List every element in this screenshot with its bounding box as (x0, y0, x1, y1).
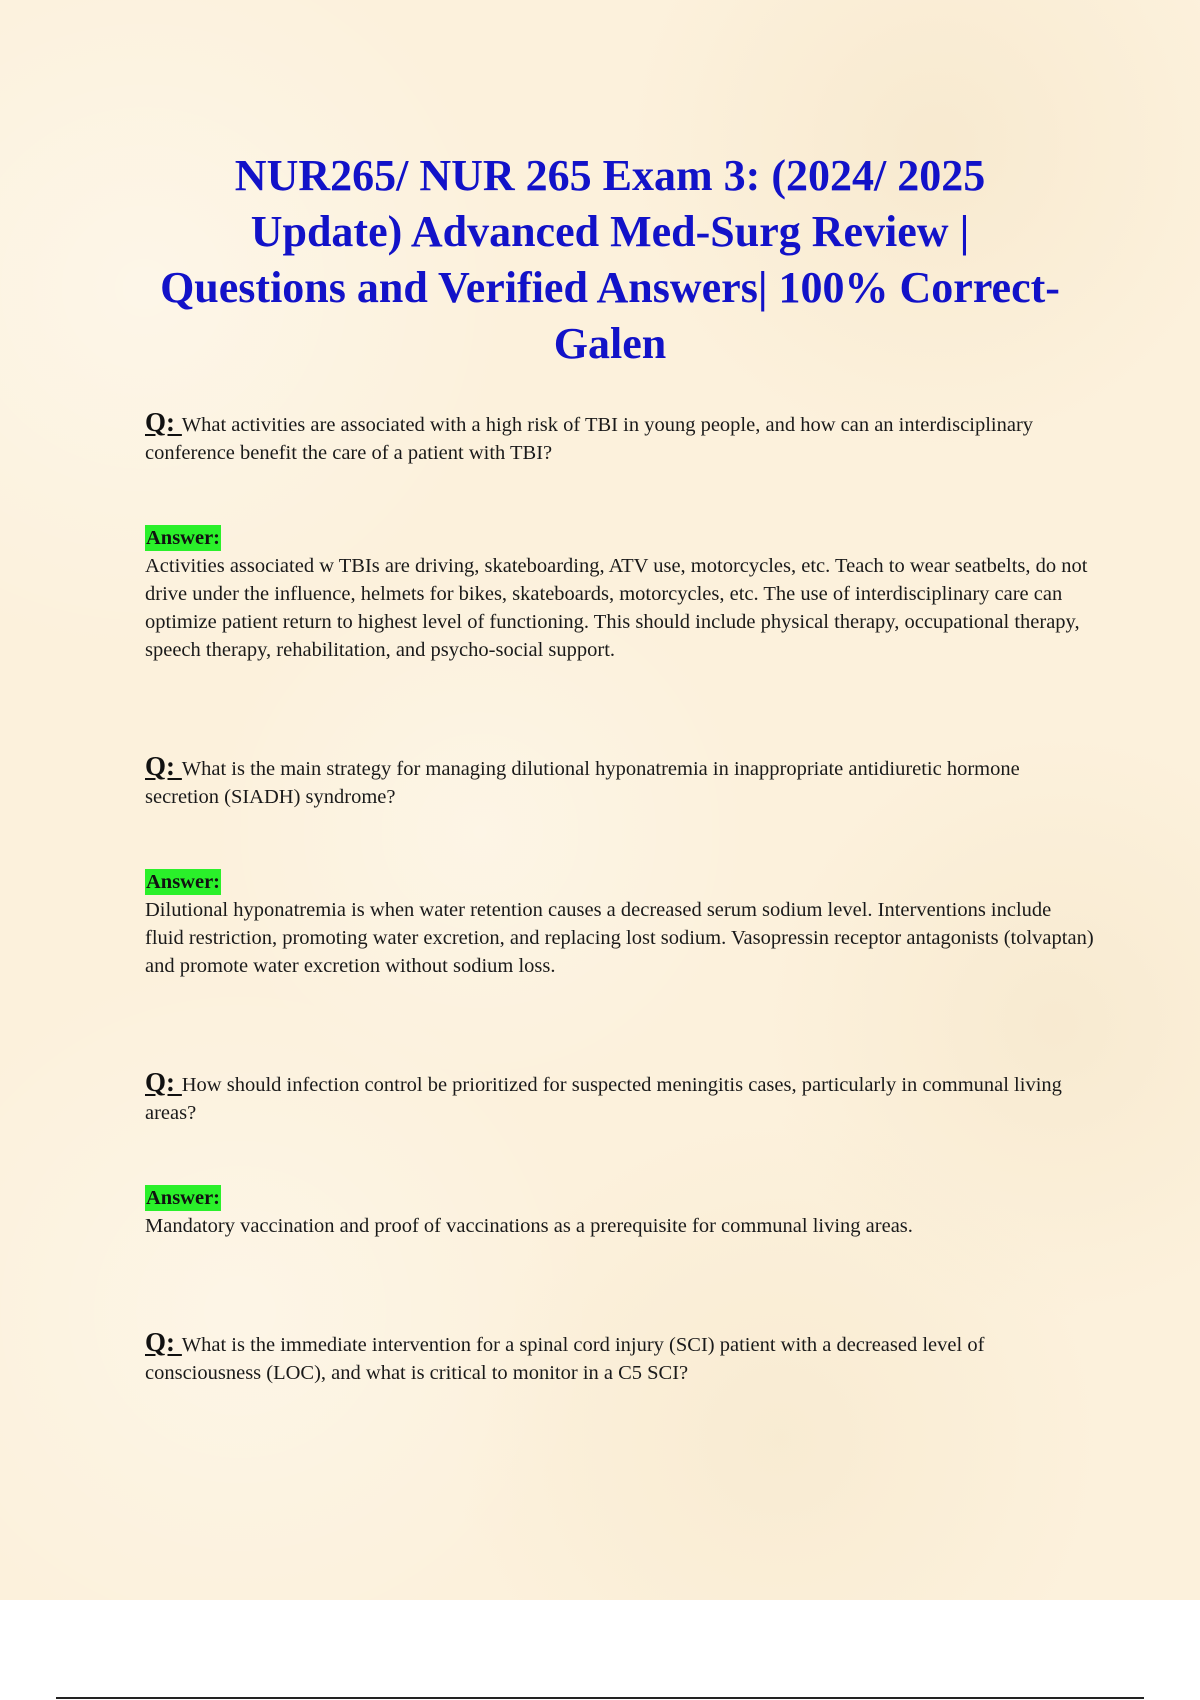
page-divider-line (56, 1697, 1144, 1699)
question-label: Q: (145, 407, 175, 437)
qa-item-2 (145, 752, 1095, 980)
qa-item-4 (145, 1328, 1095, 1387)
answer-text: Dilutional hyponatremia is when water retention causes a decreased serum sodium level. Interventions include fluid restriction, promoting water excretion, and replacing lost sodium. Vasopressin receptor antagonists (tolvaptan) and promote water excretion without sodium loss. (145, 899, 1094, 977)
question-label: Q: (145, 1327, 175, 1357)
qa-list (145, 408, 1095, 1387)
answer-label: Answer: (146, 527, 221, 549)
question-text: What is the immediate intervention for a spinal cord injury (SCI) patient with a decreased level of consciousness (LOC), and what is critical to monitor in a C5 SCI? (145, 1334, 985, 1384)
qa-item-1 (145, 408, 1095, 664)
question-text: What activities are associated with a high risk of TBI in young people, and how can an interdisciplinary conference benefit the care of a patient with TBI? (145, 414, 1034, 464)
question-4 (145, 1328, 1095, 1387)
answer-text: Mandatory vaccination and proof of vaccinations as a prerequisite for communal living areas. (145, 1215, 913, 1237)
question-text: How should infection control be prioritized for suspected meningitis cases, particularly in communal living areas? (145, 1074, 1062, 1124)
qa-item-3 (145, 1068, 1095, 1240)
question-label: Q: (145, 1067, 175, 1097)
question-2 (145, 752, 1095, 811)
answer-label: Answer: (146, 871, 221, 893)
answer-label: Answer: (146, 1187, 221, 1209)
question-label: Q: (145, 751, 175, 781)
question-3 (145, 1068, 1095, 1127)
question-1 (145, 408, 1095, 467)
question-text: What is the main strategy for managing dilutional hyponatremia in inappropriate antidiuretic hormone secretion (SIADH) syndrome? (145, 758, 1020, 808)
answer-text: Activities associated w TBIs are driving, skateboarding, ATV use, motorcycles, etc. Teach to wear seatbelts, do not drive under the influence, helmets for bikes, skateboards, motorcycles, etc. The use of interdisciplinary care can optimize patient return to highest level of functioning. This should include physical therapy, occupational therapy, speech therapy, rehabilitation, and psycho-social support. (145, 555, 1088, 661)
document-title: NUR265/ NUR 265 Exam 3: (2024/ 2025 Update) Advanced Med-Surg Review | Questions and Verified Answers| 100% Correct- Galen (160, 151, 1060, 368)
